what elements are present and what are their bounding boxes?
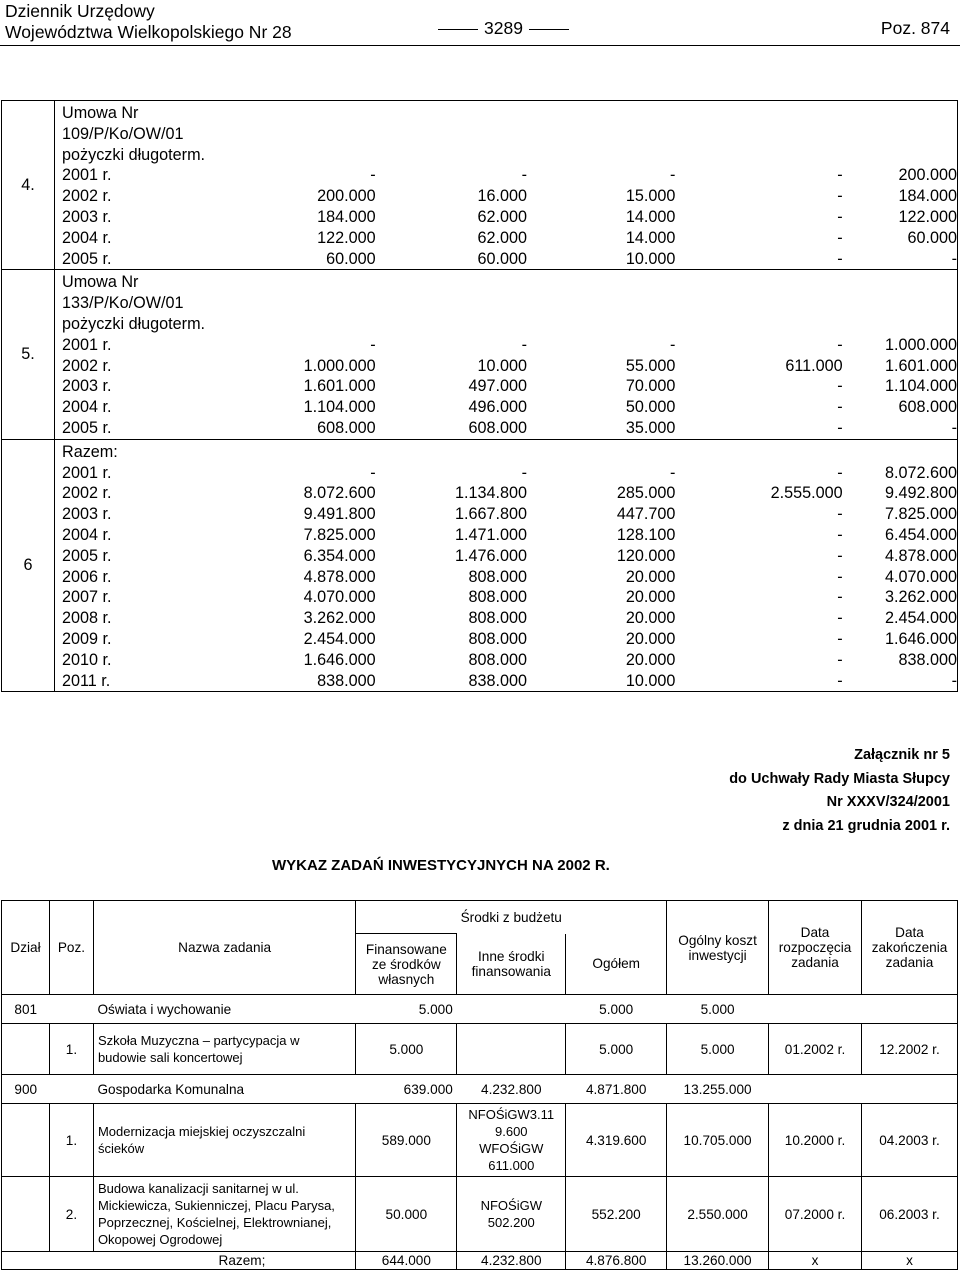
journal-title-line1: Dziennik Urzędowy: [5, 1, 155, 21]
header-budget: Środki z budżetu: [356, 901, 667, 934]
dash-right: [529, 29, 569, 30]
loan-amount-5: -: [951, 418, 957, 437]
loan-amount-5: 608.000: [898, 398, 957, 417]
sum-total: 4.876.800: [566, 1252, 667, 1270]
loan-amount-1: 60.000: [326, 249, 376, 268]
loan-year-row: [62, 567, 957, 588]
total-801-1: 5.000: [566, 1024, 667, 1075]
loan-amount-1: 7.825.000: [303, 525, 376, 544]
loan-amount-4: -: [837, 650, 843, 669]
loan-title-row: [62, 145, 957, 166]
loan-amount-4: -: [837, 249, 843, 268]
loan-year-label: 2005 r.: [62, 249, 112, 268]
own-801: 5.000: [418, 1001, 453, 1017]
loan-year-label: 2004 r.: [62, 525, 112, 544]
loan-amount-2: 1.476.000: [454, 546, 527, 565]
loan-amount-4: -: [837, 335, 843, 354]
section-label-801: Oświata i wychowanie: [97, 1001, 232, 1017]
loan-amount-3: -: [669, 166, 676, 185]
total-900-1: 4.319.600: [566, 1104, 667, 1177]
investment-table: [1, 900, 958, 1270]
loan-amount-4: -: [837, 588, 843, 607]
sum-end: x: [861, 1252, 957, 1270]
header-cost: Ogólny koszt inwestycji: [667, 901, 769, 995]
loan-amount-5: 4.878.000: [884, 546, 957, 565]
loan-group-table: [62, 272, 957, 438]
loan-year-row: [62, 165, 957, 186]
loan-group-table: [62, 103, 957, 269]
cost-900-2: 2.550.000: [667, 1177, 769, 1252]
loan-amount-5: 9.492.800: [884, 484, 957, 503]
loan-amount-4: -: [837, 505, 843, 524]
loan-amount-3: 128.100: [616, 525, 676, 544]
loan-amount-3: 447.700: [616, 505, 676, 524]
loan-title-row: [62, 272, 957, 293]
loan-amount-1: -: [370, 463, 376, 482]
loan-amount-3: 285.000: [616, 484, 676, 503]
loan-year-row: [62, 186, 957, 207]
loan-year-label: 2002 r.: [62, 187, 112, 206]
loan-year-label: 2001 r.: [62, 166, 112, 185]
loan-title-line: Razem:: [62, 442, 118, 461]
loan-amount-3: 10.000: [625, 671, 676, 690]
loan-amount-4: -: [837, 567, 843, 586]
loan-group-body: [55, 439, 958, 692]
loan-amount-5: 122.000: [898, 207, 957, 226]
page-number-text: 3289: [484, 18, 523, 38]
loan-amount-4: -: [837, 525, 843, 544]
empty-900-start: [769, 1075, 862, 1104]
section-label-900: Gospodarka Komunalna: [97, 1081, 245, 1097]
loan-amount-4: -: [837, 671, 843, 690]
sum-label: Razem;: [2, 1252, 356, 1270]
header-poz: Poz.: [49, 901, 93, 995]
loan-amount-2: 60.000: [477, 249, 527, 268]
loan-amount-5: 200.000: [898, 166, 957, 185]
loan-year-row: [62, 397, 957, 418]
poz-900-2: 2.: [49, 1177, 93, 1252]
start-900-1: 10.2000 r.: [769, 1104, 862, 1177]
own-900-2: 50.000: [356, 1177, 457, 1252]
loan-title-line: Umowa Nr: [62, 273, 139, 292]
loan-year-row: [62, 650, 957, 671]
loan-group-body: [55, 101, 958, 270]
attachment-line4: z dnia 21 grudnia 2001 r.: [782, 817, 950, 834]
loan-amount-2: 608.000: [468, 418, 527, 437]
loans-table: [1, 100, 958, 692]
dzial-801: 801: [2, 995, 50, 1024]
loan-amount-4: -: [837, 418, 843, 437]
loan-amount-2: 10.000: [477, 356, 527, 375]
loan-year-row: [62, 376, 957, 397]
loan-amount-2: 808.000: [468, 650, 527, 669]
start-801-1: 01.2002 r.: [769, 1024, 862, 1075]
loan-year-label: 2002 r.: [62, 356, 112, 375]
cost-801-1: 5.000: [667, 1024, 769, 1075]
loan-amount-2: 497.000: [468, 377, 527, 396]
task-row-900-1: [2, 1104, 958, 1177]
header-dzial: Dział: [2, 901, 50, 995]
loan-year-row: [62, 587, 957, 608]
sum-row: [2, 1252, 958, 1270]
loan-amount-2: 838.000: [468, 671, 527, 690]
attachment-line3: Nr XXXV/324/2001: [826, 794, 950, 810]
loan-amount-1: 608.000: [317, 418, 376, 437]
loan-year-label: 2003 r.: [62, 505, 112, 524]
loan-year-label: 2011 r.: [62, 671, 111, 690]
task-row-900-2: [2, 1177, 958, 1252]
poz-900-1: 1.: [49, 1104, 93, 1177]
empty-900-end: [861, 1075, 957, 1104]
loan-amount-2: 62.000: [477, 228, 527, 247]
loan-amount-1: 184.000: [317, 207, 376, 226]
start-900-2: 07.2000 r.: [769, 1177, 862, 1252]
loan-year-label: 2005 r.: [62, 418, 112, 437]
loan-amount-2: 16.000: [477, 187, 527, 206]
page-number: [432, 18, 575, 39]
total-900: 4.871.800: [566, 1075, 667, 1104]
section-row-801: [2, 995, 958, 1024]
loan-amount-3: 14.000: [625, 207, 676, 226]
position-number: Poz. 874: [880, 18, 950, 38]
attachment-line2: do Uchwały Rady Miasta Słupcy: [729, 770, 950, 787]
loan-year-row: [62, 608, 957, 629]
loan-amount-1: -: [370, 166, 376, 185]
task-name-900-1: Modernizacja miejskiej oczyszczalni ścieków: [93, 1104, 355, 1177]
loan-title-row: [62, 442, 957, 463]
loan-group-number: 4.: [2, 101, 55, 270]
loan-year-row: [62, 525, 957, 546]
loan-amount-4: -: [837, 207, 843, 226]
task-row-801-1: [2, 1024, 958, 1075]
loan-year-row: [62, 207, 957, 228]
loan-year-row: [62, 463, 957, 484]
loan-amount-5: 2.454.000: [884, 609, 957, 628]
loan-amount-4: 611.000: [785, 356, 843, 375]
loan-amount-5: 3.262.000: [884, 588, 957, 607]
loan-amount-1: 4.878.000: [303, 567, 376, 586]
other-900-1: NFOŚiGW3.11 9.600 WFOŚiGW 611.000: [457, 1104, 566, 1177]
empty-801-start: [769, 995, 862, 1024]
end-801-1: 12.2002 r.: [861, 1024, 957, 1075]
attachment-line1: Załącznik nr 5: [854, 747, 950, 763]
loan-amount-3: 50.000: [625, 398, 676, 417]
loan-group-table: [62, 442, 957, 692]
loan-amount-2: 808.000: [468, 629, 527, 648]
loan-amount-1: 122.000: [317, 228, 376, 247]
own-801-1: 5.000: [356, 1024, 457, 1075]
loan-amount-4: -: [837, 463, 843, 482]
header-end: Data zakończenia zadania: [861, 901, 957, 995]
sum-start: x: [769, 1252, 862, 1270]
loan-year-row: [62, 671, 957, 692]
loan-amount-4: -: [837, 228, 843, 247]
empty-801-end: [861, 995, 957, 1024]
loan-amount-1: 6.354.000: [303, 546, 376, 565]
loan-amount-3: 20.000: [625, 629, 676, 648]
loan-year-row: [62, 483, 957, 504]
loan-amount-2: -: [521, 335, 527, 354]
loan-amount-1: 1.646.000: [303, 650, 376, 669]
loan-title-row: [62, 103, 957, 124]
cost-900-1: 10.705.000: [667, 1104, 769, 1177]
loan-title-line: pożyczki długoterm.: [62, 314, 206, 333]
loan-amount-1: 9.491.800: [303, 505, 376, 524]
loan-amount-2: 1.134.800: [454, 484, 527, 503]
loan-amount-5: 60.000: [907, 228, 957, 247]
loan-amount-2: 1.667.800: [454, 505, 527, 524]
loan-amount-3: 14.000: [625, 228, 676, 247]
poz-801-1: 1.: [49, 1024, 93, 1075]
loan-amount-5: 1.000.000: [884, 335, 957, 354]
loan-amount-1: 4.070.000: [303, 588, 376, 607]
loan-year-row: [62, 228, 957, 249]
journal-title-line2: Województwa Wielkopolskiego Nr 28: [5, 22, 292, 42]
loan-title-line: 109/P/Ko/OW/01: [62, 124, 184, 143]
sum-cost: 13.260.000: [667, 1252, 769, 1270]
loan-amount-5: 1.646.000: [884, 629, 957, 648]
journal-title: [5, 1, 292, 43]
other-900-2: NFOŚiGW 502.200: [457, 1177, 566, 1252]
loan-year-row: [62, 418, 957, 439]
loan-year-label: 2001 r.: [62, 335, 112, 354]
loan-amount-2: 808.000: [468, 609, 527, 628]
loan-amount-3: 20.000: [625, 650, 676, 669]
loan-title-row: [62, 293, 957, 314]
loan-amount-5: 4.070.000: [884, 567, 957, 586]
loan-amount-1: 838.000: [317, 671, 376, 690]
loan-year-label: 2008 r.: [62, 609, 112, 628]
loan-amount-1: 1.104.000: [303, 398, 376, 417]
loan-year-label: 2002 r.: [62, 484, 112, 503]
loan-year-label: 2001 r.: [62, 463, 112, 482]
loan-amount-4: -: [837, 166, 843, 185]
cost-900: 13.255.000: [667, 1075, 769, 1104]
loan-amount-4: -: [837, 609, 843, 628]
cost-801: 5.000: [667, 995, 769, 1024]
header-own: Finansowane ze środków własnych: [356, 934, 457, 995]
loan-year-label: 2004 r.: [62, 228, 112, 247]
loan-amount-2: 808.000: [468, 588, 527, 607]
loan-amount-2: -: [521, 463, 527, 482]
task-name-801-1: Szkoła Muzyczna – partycypacja w budowie sali koncertowej: [93, 1024, 355, 1075]
header-total: Ogółem: [566, 934, 667, 995]
loan-amount-3: 35.000: [625, 418, 676, 437]
loan-amount-5: 838.000: [898, 650, 957, 669]
loan-title-row: [62, 314, 957, 335]
loan-amount-5: 1.601.000: [884, 356, 957, 375]
loan-year-label: 2004 r.: [62, 398, 112, 417]
loan-amount-4: -: [837, 398, 843, 417]
loan-group-row: [2, 101, 958, 270]
loan-amount-5: -: [951, 249, 957, 268]
sum-own: 644.000: [356, 1252, 457, 1270]
loan-amount-2: -: [521, 166, 527, 185]
loan-year-label: 2003 r.: [62, 377, 112, 396]
loan-year-row: [62, 335, 957, 356]
loan-amount-4: -: [837, 546, 843, 565]
header-row-1: [2, 901, 958, 934]
loan-amount-4: -: [837, 187, 843, 206]
section-name-900: [49, 1075, 456, 1104]
other-801: [457, 995, 566, 1024]
empty-dzial: [2, 1024, 50, 1075]
loan-amount-2: 1.471.000: [454, 525, 527, 544]
header-other: Inne środki finansowania: [457, 934, 566, 995]
loan-group-row: [2, 270, 958, 439]
loan-year-label: 2007 r.: [62, 588, 112, 607]
loan-amount-1: -: [370, 335, 376, 354]
investment-list-title: WYKAZ ZADAŃ INWESTYCYJNYCH NA 2002 R.: [272, 857, 610, 874]
other-801-1: [457, 1024, 566, 1075]
section-row-900: [2, 1075, 958, 1104]
loan-title-line: pożyczki długoterm.: [62, 145, 206, 164]
loan-group-body: [55, 270, 958, 439]
dash-left: [438, 29, 478, 30]
attachment-heading: [729, 744, 950, 838]
loan-amount-3: 55.000: [625, 356, 676, 375]
loan-amount-3: -: [669, 335, 676, 354]
loan-amount-4: -: [837, 629, 843, 648]
end-900-1: 04.2003 r.: [861, 1104, 957, 1177]
loan-amount-4: 2.555.000: [770, 484, 843, 503]
loan-year-row: [62, 504, 957, 525]
loan-amount-1: 1.601.000: [303, 377, 376, 396]
loan-amount-1: 200.000: [317, 187, 376, 206]
loan-amount-1: 1.000.000: [303, 356, 376, 375]
loan-amount-5: 7.825.000: [884, 505, 957, 524]
dzial-900: 900: [2, 1075, 50, 1104]
total-900-2: 552.200: [566, 1177, 667, 1252]
loan-year-row: [62, 249, 957, 270]
own-900-1: 589.000: [356, 1104, 457, 1177]
loan-amount-1: 3.262.000: [303, 609, 376, 628]
loan-amount-3: 20.000: [625, 609, 676, 628]
loan-amount-2: 62.000: [477, 207, 527, 226]
loan-amount-4: -: [837, 377, 843, 396]
loan-year-label: 2005 r.: [62, 546, 112, 565]
empty-dzial: [2, 1104, 50, 1177]
loan-amount-2: 496.000: [468, 398, 527, 417]
header-name: Nazwa zadania: [93, 901, 355, 995]
loan-amount-1: 8.072.600: [303, 484, 376, 503]
loan-amount-5: 6.454.000: [884, 525, 957, 544]
loan-year-label: 2003 r.: [62, 207, 112, 226]
loan-year-row: [62, 546, 957, 567]
loan-amount-3: -: [669, 463, 676, 482]
loan-title-row: [62, 124, 957, 145]
loan-amount-3: 10.000: [625, 249, 676, 268]
loan-amount-5: 8.072.600: [884, 463, 957, 482]
header-rule: [0, 45, 960, 46]
loan-title-line: Umowa Nr: [62, 104, 139, 122]
sum-other: 4.232.800: [457, 1252, 566, 1270]
task-name-900-2: Budowa kanalizacji sanitarnej w ul. Mickiewicza, Sukienniczej, Placu Parysa, Poprzecznej, Kościelnej, Elektrownianej, Okopowej Ogrodowej: [93, 1177, 355, 1252]
loan-amount-3: 120.000: [616, 546, 676, 565]
loan-group-number: 5.: [2, 270, 55, 439]
loan-amount-3: 70.000: [625, 377, 676, 396]
loan-title-line: 133/P/Ko/OW/01: [62, 294, 184, 313]
loan-amount-5: 184.000: [898, 187, 957, 206]
loan-year-label: 2010 r.: [62, 650, 112, 669]
empty-dzial: [2, 1177, 50, 1252]
other-900: 4.232.800: [457, 1075, 566, 1104]
loan-amount-5: 1.104.000: [884, 377, 957, 396]
loan-group-row: [2, 439, 958, 692]
loan-amount-1: 2.454.000: [303, 629, 376, 648]
loan-amount-3: 20.000: [625, 567, 676, 586]
loan-year-row: [62, 629, 957, 650]
section-name-801: [49, 995, 456, 1024]
own-900: 639.000: [403, 1081, 453, 1097]
loan-amount-2: 808.000: [468, 567, 527, 586]
loan-year-row: [62, 356, 957, 377]
loan-year-label: 2009 r.: [62, 629, 112, 648]
loan-amount-5: -: [951, 671, 957, 690]
end-900-2: 06.2003 r.: [861, 1177, 957, 1252]
loan-year-label: 2006 r.: [62, 567, 112, 586]
header-start: Data rozpoczęcia zadania: [769, 901, 862, 995]
total-801: 5.000: [566, 995, 667, 1024]
loan-group-number: 6: [2, 439, 55, 692]
loan-amount-3: 15.000: [625, 187, 676, 206]
loan-amount-3: 20.000: [625, 588, 676, 607]
